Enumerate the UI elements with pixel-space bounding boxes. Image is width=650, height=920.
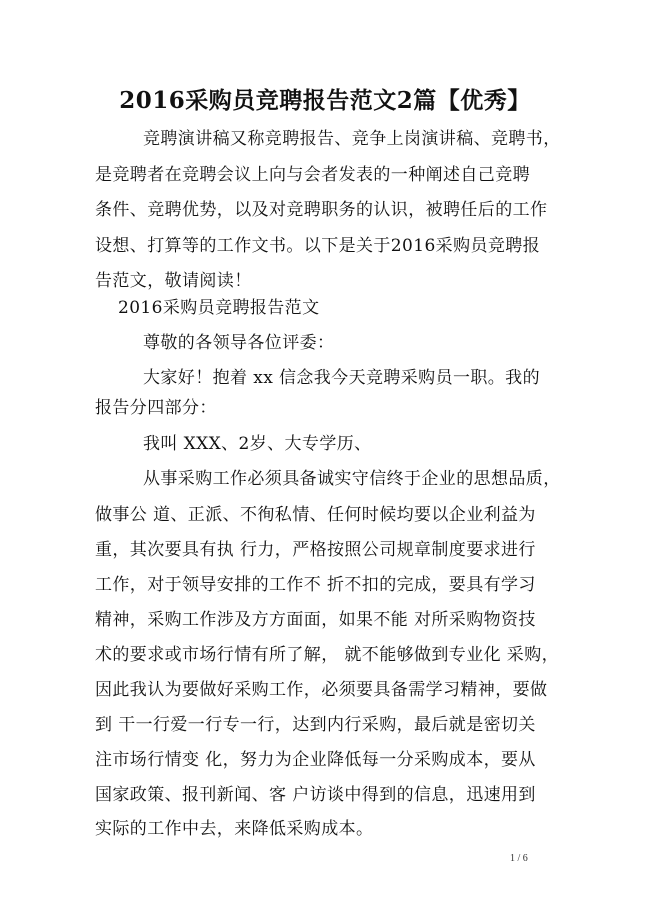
opening-line: 报告分四部分： [95, 398, 217, 418]
body-line: 国家政策、报刊新闻、客 户访谈中得到的信息，迅速用到 [95, 785, 536, 805]
intro-line: 竞聘演讲稿又称竞聘报告、竞争上岗演讲稿、竞聘书， [143, 129, 561, 149]
body-line: 重，其次要具有执 行力，严格按照公司规章制度要求进行 [95, 540, 536, 560]
body-line: 到 干一行爱一行专一行，达到内行采购，最后就是密切关 [95, 715, 536, 735]
greeting: 尊敬的各领导各位评委： [143, 333, 335, 353]
body-line: 从事采购工作必须具备诚实守信终于企业的思想品质， [143, 469, 561, 489]
intro-line: 是竞聘者在竞聘会议上向与会者发表的一种阐述自己竞聘 [95, 165, 530, 185]
page-number: 1 / 6 [510, 853, 528, 864]
body-line: 做事公 道、正派、不徇私情、任何时候均要以企业利益为 [95, 505, 536, 525]
section-heading: 2016采购员竞聘报告范文 [118, 298, 320, 318]
body-line: 术的要求或市场行情有所了解， 就不能够做到专业化 采购， [95, 645, 560, 665]
self-intro: 我叫 XXX、2岁、大专学历、 [143, 434, 372, 454]
intro-line: 条件、竞聘优势，以及对竞聘职务的认识，被聘任后的工作 [95, 200, 548, 220]
body-line: 精神，采购工作涉及方方面面，如果不能 对所采购物资技 [95, 610, 536, 630]
intro-line: 设想、打算等的工作文书。以下是关于2016采购员竞聘报 [95, 236, 541, 256]
opening-line: 大家好！抱着 xx 信念我今天竞聘采购员一职。我的 [143, 368, 540, 388]
document-title: 2016采购员竞聘报告范文2篇【优秀】 [119, 87, 531, 114]
body-line: 实际的工作中去，来降低采购成本。 [95, 819, 374, 839]
body-line: 注市场行情变 化，努力为企业降低每一分采购成本，要从 [95, 750, 536, 770]
body-line: 因此我认为要做好采购工作，必须要具备需学习精神，要做 [95, 680, 548, 700]
body-line: 工作，对于领导安排的工作不 折不扣的完成，要具有学习 [95, 575, 536, 595]
intro-line: 告范文，敬请阅读！ [95, 271, 252, 291]
